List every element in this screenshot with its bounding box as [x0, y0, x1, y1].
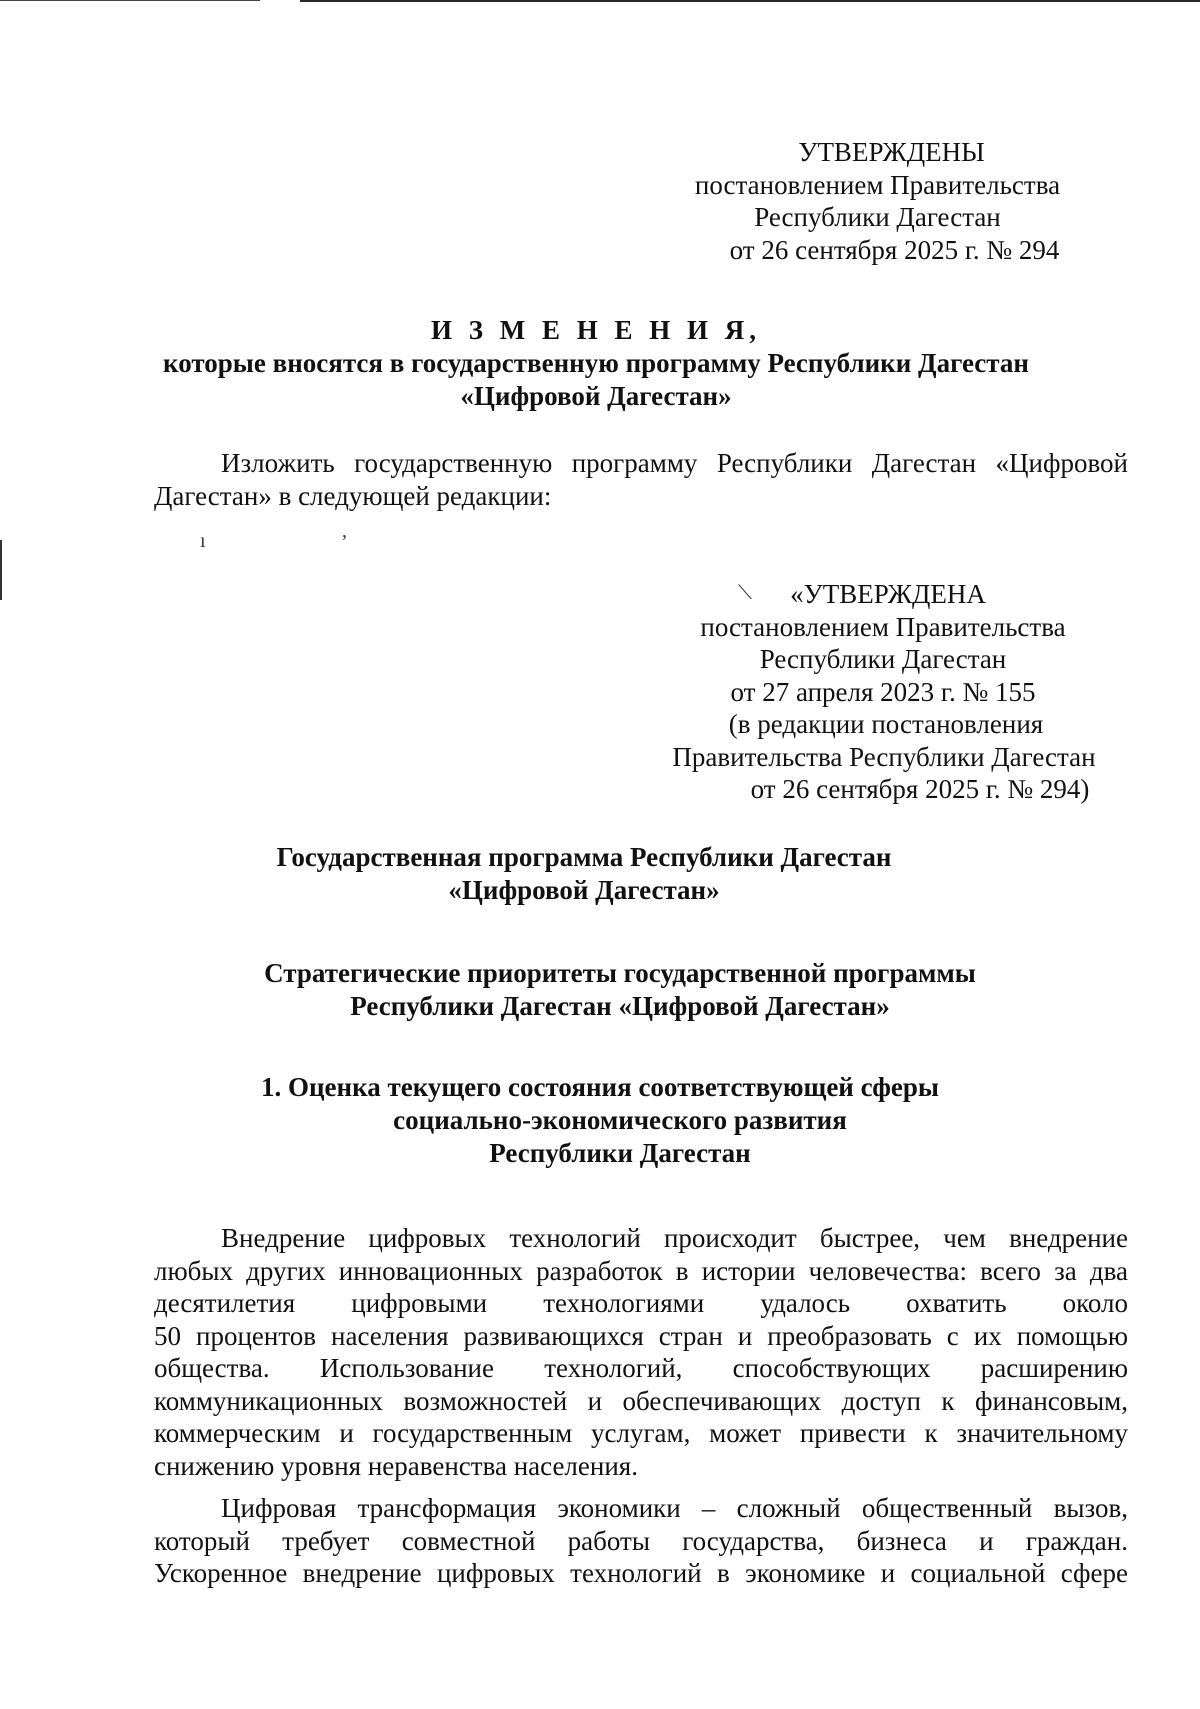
scan-edge	[0, 0, 260, 1]
intro-paragraph	[154, 447, 1128, 512]
priorities-title	[20, 957, 1200, 1023]
scan-speck: ,	[342, 520, 347, 542]
body-paragraph	[154, 1492, 1128, 1590]
paragraph-line: коммуникационных возможностей и обеспечивающих доступ к финансовым,	[154, 1385, 1128, 1416]
scan-speck: ⟍	[738, 582, 752, 604]
paragraph-line: Внедрение цифровых технологий происходит быстрее, чем внедрение	[221, 1223, 1128, 1253]
approval-line: Республики Дагестан	[754, 202, 1001, 232]
approval-block-program	[648, 578, 1128, 806]
priorities-title-line: Стратегические приоритеты государственной программы	[264, 958, 976, 988]
changes-subtitle: которые вносятся в государственную программу Республики Дагестан	[163, 348, 1029, 378]
body-paragraph	[154, 1222, 1128, 1482]
approval-title: УТВЕРЖДЕНЫ	[798, 137, 985, 167]
paragraph-line: Изложить государственную программу Республики Дагестан «Цифровой	[221, 448, 1128, 478]
approval-line: Правительства Республики Дагестан	[672, 741, 1096, 772]
approval-block-top	[640, 136, 1115, 266]
scan-speck: ı	[200, 530, 206, 552]
approval-line: постановлением Правительства	[694, 169, 1061, 200]
program-title	[0, 841, 1184, 907]
section-title-line: Республики Дагестан	[489, 1138, 751, 1168]
paragraph-line: 50 процентов населения развивающихся стран и преобразовать с их помощью	[154, 1320, 1128, 1351]
approval-line: Республики Дагестан	[759, 644, 1007, 674]
paragraph-line: Ускоренное внедрение цифровых технологий в экономике и социальной сфере	[154, 1558, 1128, 1588]
approval-date: от 27 апреля 2023 г. № 155	[730, 676, 1036, 707]
section-title-line: социально-экономического развития	[393, 1105, 847, 1135]
changes-subtitle: «Цифровой Дагестан»	[460, 381, 732, 411]
approval-line: постановлением Правительства	[700, 611, 1066, 642]
approval-date: от 26 сентября 2025 г. № 294	[729, 234, 1060, 265]
scan-edge	[0, 540, 2, 600]
approval-line: (в редакции постановления	[728, 709, 1044, 739]
changes-heading: И З М Е Н Е Н И Я,	[430, 315, 761, 345]
program-title-line: «Цифровой Дагестан»	[448, 875, 720, 905]
section-title-line: 1. Оценка текущего состояния соответствующей сферы	[260, 1072, 940, 1102]
section-title	[20, 1071, 1200, 1170]
changes-title	[0, 314, 1196, 413]
priorities-title-line: Республики Дагестан «Цифровой Дагестан»	[350, 991, 890, 1021]
paragraph-line: снижению уровня неравенства населения.	[154, 1450, 638, 1481]
paragraph-line: любых других инновационных разработок в истории человечества: всего за два	[154, 1255, 1128, 1286]
program-title-line: Государственная программа Республики Дагестан	[276, 842, 892, 872]
paragraph-line: Дагестан» в следующей редакции:	[154, 480, 552, 511]
approval-date: от 26 сентября 2025 г. № 294)	[750, 774, 1090, 804]
paragraph-line: общества. Использование технологий, способствующих расширению	[154, 1353, 1128, 1383]
paragraph-line: который требует совместной работы государства, бизнеса и граждан.	[154, 1525, 1128, 1556]
paragraph-line: Цифровая трансформация экономики – сложный общественный вызов,	[221, 1493, 1128, 1523]
scan-edge	[300, 0, 1200, 2]
paragraph-line: коммерческим и государственным услугам, может привести к значительному	[154, 1418, 1128, 1448]
paragraph-line: десятилетия цифровыми технологиями удалось охватить около	[154, 1288, 1128, 1318]
approval-title: «УТВЕРЖДЕНА	[790, 579, 986, 609]
